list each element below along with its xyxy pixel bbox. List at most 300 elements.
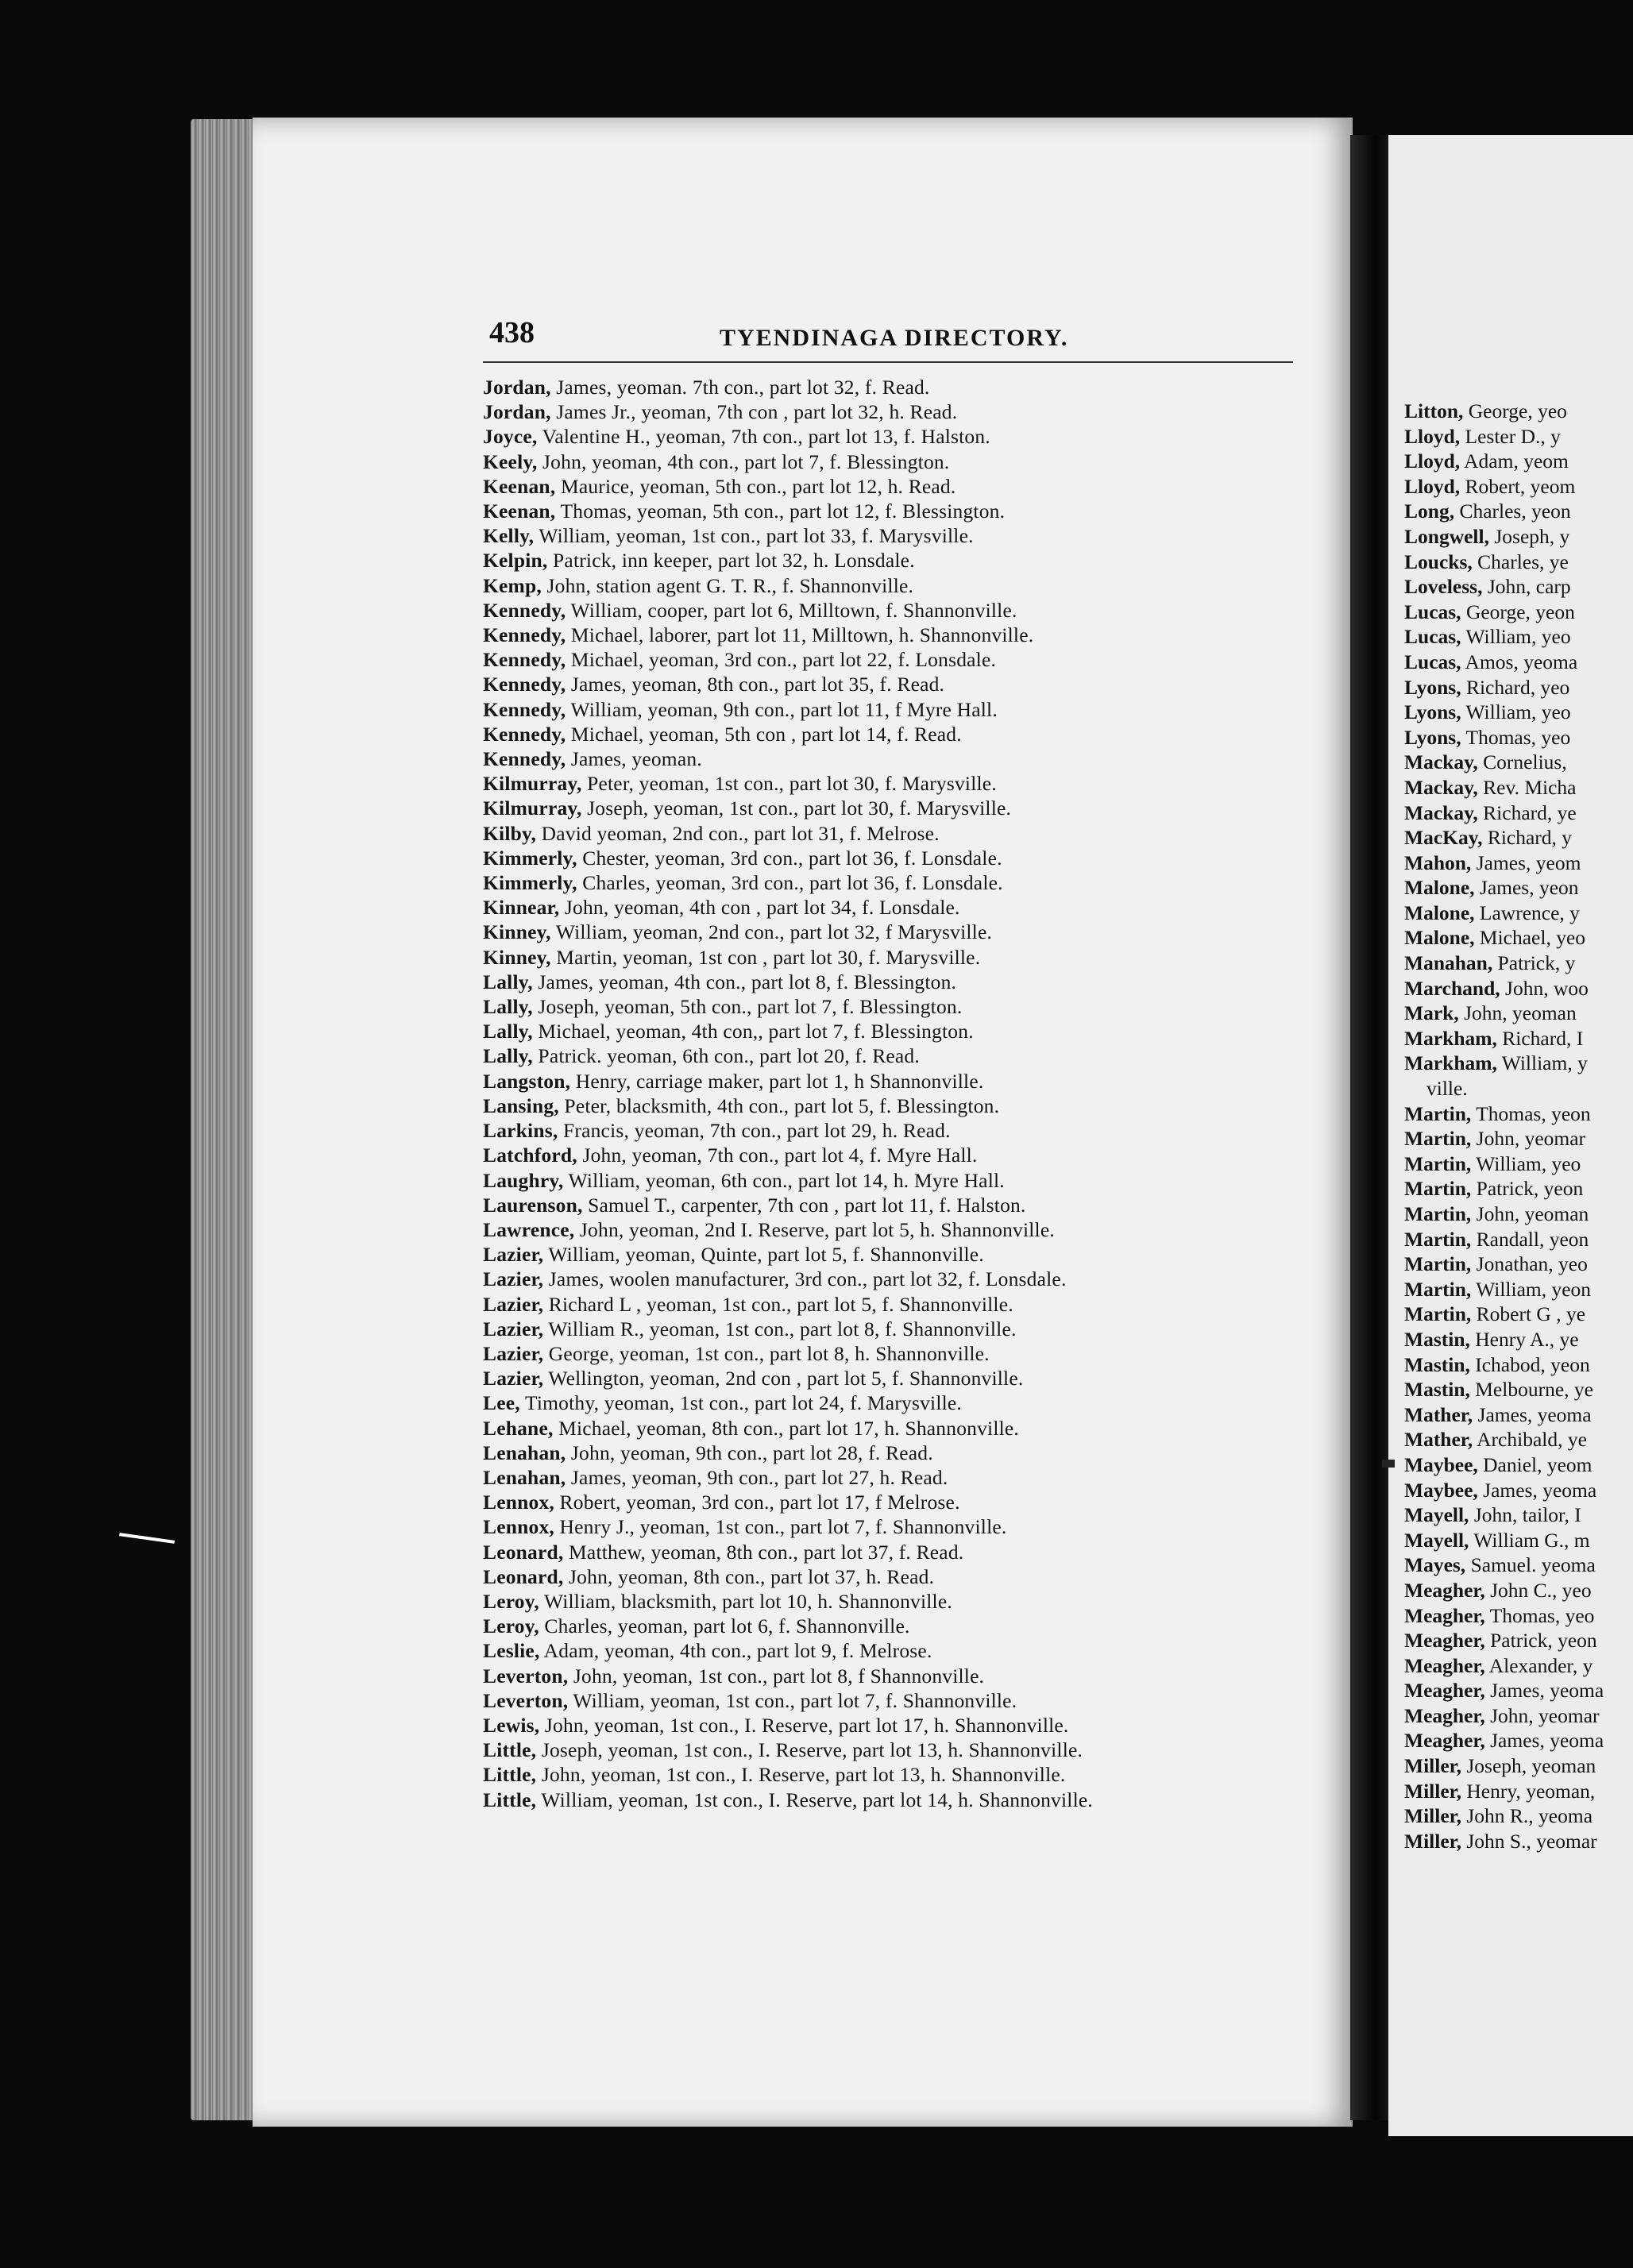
entry-surname: Lazier, (483, 1317, 544, 1340)
entry-details: Robert, yeoman, 3rd con., part lot 17, f Melrose. (554, 1491, 960, 1514)
directory-entry (1404, 1578, 1633, 1603)
directory-entry (1404, 1552, 1633, 1578)
entry-surname: Leroy, (483, 1614, 539, 1638)
entry-details: William G., m (1469, 1528, 1590, 1552)
directory-entry (1404, 1202, 1633, 1227)
entry-details: Henry, carriage maker, part lot 1, h Shannonville. (570, 1069, 984, 1093)
entry-surname: Maybee, (1404, 1452, 1478, 1476)
entry-surname: Leonard, (483, 1564, 564, 1588)
entry-details: William, yeoman, 1st con., I. Reserve, part lot 14, h. Shannonville. (536, 1788, 1093, 1811)
entry-surname: Kelpin, (483, 549, 548, 573)
entry-details: James, yeoman, 4th con., part lot 8, f. Blessington. (532, 970, 957, 993)
entry-surname: Malone, (1404, 876, 1475, 900)
entry-details: John, yeomar (1471, 1127, 1586, 1151)
entry-surname: Lawrence, (483, 1217, 575, 1241)
directory-entry (483, 821, 1293, 846)
entry-surname: Lee, (483, 1391, 520, 1415)
directory-entry (1404, 725, 1633, 750)
entry-details: Lawrence, y (1474, 901, 1580, 924)
entry-details: James, yeoman, 8th con., part lot 35, f. Read. (566, 673, 945, 696)
directory-entry (1404, 1277, 1633, 1302)
entry-details: Jonathan, yeo (1471, 1252, 1588, 1276)
entry-details: James, yeoman, 9th con., part lot 27, h. Read. (566, 1465, 948, 1489)
directory-entry (1404, 1252, 1633, 1277)
entry-details: Maurice, yeoman, 5th con., part lot 12, h. Read. (555, 474, 956, 498)
entry-surname: Jordan, (483, 400, 551, 424)
entry-details: Ichabod, yeon (1469, 1352, 1590, 1376)
entry-surname: Joyce, (483, 425, 538, 449)
entry-surname: Kilby, (483, 821, 537, 845)
entry-surname: Little, (483, 1763, 537, 1787)
directory-entry (1404, 775, 1633, 800)
entry-details: John, yeoman, 1st con., part lot 8, f Shannonville. (568, 1664, 985, 1688)
entry-surname: Lazier, (483, 1341, 544, 1365)
directory-entry (1404, 499, 1633, 524)
directory-entry (483, 1118, 1293, 1143)
directory-entry (483, 1019, 1293, 1043)
entry-surname: Mather, (1404, 1428, 1473, 1452)
entry-details: Joseph, y (1488, 524, 1570, 548)
directory-entry (1404, 951, 1633, 976)
entry-surname: Meagher, (1404, 1629, 1485, 1653)
entry-details: William, yeoman, 1st con., part lot 33, f. Marysville. (534, 524, 974, 548)
entry-details: Robert G , ye (1471, 1302, 1586, 1326)
entry-details: John R., yeoma (1461, 1804, 1593, 1828)
entry-details: James, yeoma (1477, 1478, 1597, 1502)
directory-entry (483, 1441, 1293, 1465)
entry-details: Martin, yeoman, 1st con , part lot 30, f. Marysville. (550, 945, 981, 969)
entry-details: James, yeoma (1484, 1679, 1604, 1703)
entry-details: Adam, yeoman, 4th con., part lot 9, f. Melrose. (539, 1639, 932, 1663)
entry-details: Michael, laborer, part lot 11, Milltown, h. Shannonville. (566, 623, 1034, 647)
directory-entry (1404, 1302, 1633, 1327)
directory-entry (483, 1094, 1293, 1118)
entry-surname: Kimmerly, (483, 846, 577, 870)
entry-details: Patrick, y (1492, 951, 1576, 975)
entry-surname: Mackay, (1404, 800, 1478, 824)
entry-surname: Lloyd, (1404, 474, 1461, 498)
entry-surname: Mayes, (1404, 1553, 1466, 1577)
book-page-edges (191, 119, 261, 2120)
directory-entry (483, 623, 1293, 647)
directory-entry (1404, 1402, 1633, 1428)
entry-details: Patrick. yeoman, 6th con., part lot 20, f. Read. (532, 1044, 920, 1068)
entry-surname: Little, (483, 1788, 537, 1811)
directory-entry (483, 1614, 1293, 1638)
directory-entries-left (483, 375, 1293, 1812)
entry-surname: Meagher, (1404, 1578, 1485, 1602)
entry-surname: Leverton, (483, 1664, 569, 1688)
entry-details: Richard, ye (1477, 800, 1577, 824)
directory-entry (483, 1664, 1293, 1688)
entry-surname: MacKay, (1404, 826, 1483, 850)
directory-entry (483, 1043, 1293, 1068)
entry-details: Richard, y (1482, 826, 1573, 850)
book-gutter (1350, 135, 1392, 2120)
directory-entry (483, 647, 1293, 672)
entry-surname: Meagher, (1404, 1703, 1485, 1727)
entry-details: John, yeoman, 7th con., part lot 4, f. Myre Hall. (577, 1144, 978, 1167)
entry-surname: Lyons, (1404, 725, 1461, 749)
entry-details: Melbourne, ye (1469, 1378, 1593, 1402)
entry-surname: Kennedy, (483, 623, 566, 647)
entry-surname: Martin, (1404, 1177, 1472, 1201)
entry-surname: Lansing, (483, 1094, 559, 1117)
entry-surname: Markham, (1404, 1051, 1497, 1075)
entry-details: John, yeoman (1458, 1001, 1577, 1025)
directory-entry (483, 1762, 1293, 1787)
directory-entry (483, 1390, 1293, 1415)
entry-details: Timothy, yeoman, 1st con., part lot 24, f. Marysville. (519, 1391, 962, 1415)
entry-details: George, yeon (1461, 600, 1575, 623)
entry-details: John, yeoman, 1st con., I. Reserve, part lot 17, h. Shannonville. (539, 1713, 1069, 1737)
entry-details: Patrick, yeon (1471, 1177, 1584, 1201)
entry-details: Charles, yeoman, 3rd con., part lot 36, f. Lonsdale. (577, 871, 1003, 895)
entry-surname: Kinney, (483, 945, 551, 969)
entry-details: Randall, yeon (1471, 1227, 1589, 1251)
entry-surname: Lazier, (483, 1267, 544, 1291)
page-title: TYENDINAGA DIRECTORY. (720, 325, 1069, 351)
directory-entry (483, 548, 1293, 573)
entry-details: William, blacksmith, part lot 10, h. Shannonville. (539, 1589, 952, 1613)
entry-details: James, yeoma (1484, 1729, 1604, 1753)
directory-entry (1404, 750, 1633, 775)
entry-details: John, woo (1500, 976, 1589, 1000)
directory-entry (1404, 424, 1633, 449)
entry-surname: Leverton, (483, 1688, 569, 1712)
entry-surname: Latchford, (483, 1144, 577, 1167)
directory-entry (1404, 1829, 1633, 1854)
directory-entry (1404, 1803, 1633, 1829)
entry-surname: Long, (1404, 499, 1455, 523)
entry-surname: Marchand, (1404, 976, 1500, 1000)
directory-entry (483, 1490, 1293, 1514)
entry-surname: Loucks, (1404, 550, 1473, 573)
directory-entry (483, 399, 1293, 424)
entry-surname: Lally, (483, 995, 533, 1019)
entry-details: William, yeoman, 2nd con., part lot 32, f Marysville. (550, 920, 993, 944)
entry-surname: Martin, (1404, 1277, 1472, 1301)
directory-entry (483, 796, 1293, 820)
directory-entry (483, 1465, 1293, 1490)
directory-entry (483, 598, 1293, 623)
directory-entry (1404, 1101, 1633, 1127)
entry-surname: Lally, (483, 1044, 533, 1068)
entry-details: John, carp (1482, 575, 1571, 599)
directory-entry (483, 672, 1293, 696)
entry-details: Patrick, yeon (1484, 1629, 1597, 1653)
entry-details: John, yeoman, 1st con., I. Reserve, part lot 13, h. Shannonville. (536, 1763, 1066, 1787)
entry-details: William, yeoman, 9th con., part lot 11, f Myre Hall. (566, 697, 998, 721)
directory-entry (1404, 1603, 1633, 1629)
entry-surname: Larkins, (483, 1119, 558, 1143)
directory-entry (1404, 700, 1633, 725)
entry-details: Archibald, ye (1473, 1428, 1587, 1452)
directory-entry (1404, 1126, 1633, 1151)
entry-surname: Lucas, (1404, 625, 1461, 649)
entry-surname: Mastin, (1404, 1352, 1470, 1376)
entry-details: George, yeoman, 1st con., part lot 8, h. Shannonville. (543, 1341, 990, 1365)
entry-surname: Keenan, (483, 499, 556, 523)
entry-surname: Mackay, (1404, 775, 1478, 799)
entry-surname: Meagher, (1404, 1679, 1485, 1703)
entry-surname: Kilmurray, (483, 796, 582, 820)
scan-mark (119, 1533, 175, 1544)
directory-entry (483, 1713, 1293, 1738)
entry-details: William, yeon (1471, 1277, 1592, 1301)
entry-surname: Meagher, (1404, 1653, 1485, 1677)
entry-details: Samuel T., carpenter, 7th con , part lot 11, f. Halston. (582, 1193, 1026, 1217)
entry-details: Michael, yeoman, 4th con,, part lot 7, f. Blessington. (532, 1020, 974, 1043)
entry-details: William, yeo (1461, 700, 1571, 724)
directory-entry (483, 1788, 1293, 1812)
directory-entry (1404, 1678, 1633, 1703)
entry-details: Alexander, y (1484, 1653, 1593, 1677)
entry-surname: Lyons, (1404, 700, 1461, 724)
entry-details: Peter, blacksmith, 4th con., part lot 5, f. Blessington. (558, 1094, 1000, 1117)
directory-entry (1404, 550, 1633, 575)
directory-entry (483, 870, 1293, 895)
directory-entry (1404, 600, 1633, 625)
entry-surname: Kennedy, (483, 673, 566, 696)
directory-entry (1404, 1653, 1633, 1679)
directory-entry (1404, 1478, 1633, 1503)
entry-surname: Malone, (1404, 926, 1475, 950)
directory-entry (483, 499, 1293, 523)
entry-surname: Leslie, (483, 1639, 540, 1663)
entry-surname: Malone, (1404, 901, 1475, 924)
entry-details: Richard, I (1496, 1026, 1584, 1050)
directory-entry (483, 573, 1293, 598)
directory-entry (483, 920, 1293, 944)
entry-details: Patrick, inn keeper, part lot 32, h. Lonsdale. (547, 549, 915, 573)
entry-surname: Lazier, (483, 1243, 544, 1267)
directory-entry (1404, 800, 1633, 826)
directory-entry (483, 424, 1293, 449)
entry-surname: Laurenson, (483, 1193, 583, 1217)
entry-surname: Lally, (483, 1020, 533, 1043)
entry-details: Lester D., y (1460, 424, 1561, 448)
entry-details: Michael, yeoman, 8th con., part lot 17, h. Shannonville. (553, 1416, 1020, 1440)
entry-details: William, yeo (1471, 1151, 1581, 1175)
entry-surname: Mark, (1404, 1001, 1459, 1025)
entry-surname: Loveless, (1404, 575, 1483, 599)
entry-details: Adam, yeom (1460, 449, 1569, 473)
directory-entry (1404, 925, 1633, 951)
entry-surname: Markham, (1404, 1026, 1497, 1050)
directory-entry (1404, 449, 1633, 474)
entry-surname: Keenan, (483, 474, 556, 498)
entry-details: John, yeoman (1471, 1202, 1589, 1225)
entry-surname: Langston, (483, 1069, 571, 1093)
directory-entry (483, 1514, 1293, 1539)
entry-surname: Keely, (483, 449, 538, 473)
entry-details: John, yeoman, 2nd I. Reserve, part lot 5, h. Shannonville. (574, 1217, 1055, 1241)
entry-details: William, yeoman, 1st con., part lot 7, f. Shannonville. (568, 1688, 1017, 1712)
entry-details: Charles, yeon (1454, 499, 1571, 523)
directory-entry (1404, 825, 1633, 850)
entry-details: Peter, yeoman, 1st con., part lot 30, f. Marysville. (581, 772, 997, 796)
entry-surname: Martin, (1404, 1302, 1472, 1326)
entry-details: Charles, yeoman, part lot 6, f. Shannonville. (539, 1614, 910, 1638)
entry-surname: Kinnear, (483, 896, 560, 920)
directory-entry (1404, 1026, 1633, 1051)
entry-surname: Martin, (1404, 1127, 1472, 1151)
directory-entry (483, 1193, 1293, 1217)
directory-entry (483, 1242, 1293, 1267)
entry-surname: Martin, (1404, 1101, 1472, 1125)
directory-entry (1404, 875, 1633, 901)
directory-entry (483, 1638, 1293, 1663)
directory-entry (483, 895, 1293, 920)
page-number: 438 (489, 316, 535, 349)
directory-entry (483, 1589, 1293, 1614)
directory-entry (483, 1688, 1293, 1713)
entry-details: Chester, yeoman, 3rd con., part lot 36, f. Lonsdale. (577, 846, 1002, 870)
directory-entry (1404, 624, 1633, 650)
entry-surname: Leonard, (483, 1540, 564, 1564)
entry-details: Michael, yeoman, 3rd con., part lot 22, f. Lonsdale. (566, 648, 997, 672)
entry-details: John, tailor, I (1469, 1503, 1581, 1527)
entry-details: James, yeoman. (566, 747, 702, 771)
entry-details: David yeoman, 2nd con., part lot 31, f. Melrose. (536, 821, 940, 845)
entry-surname: Maybee, (1404, 1478, 1478, 1502)
entry-surname: Kennedy, (483, 697, 566, 721)
entry-surname: Martin, (1404, 1252, 1472, 1276)
directory-entry (1404, 1151, 1633, 1177)
directory-entry (483, 945, 1293, 970)
directory-entry (1404, 976, 1633, 1001)
entry-details: Thomas, yeo (1461, 725, 1571, 749)
entry-surname: Mayell, (1404, 1528, 1469, 1552)
directory-entry (483, 1317, 1293, 1341)
directory-entry (483, 449, 1293, 474)
entry-details: James, yeon (1474, 876, 1579, 900)
entry-surname: Lloyd, (1404, 449, 1461, 473)
entry-surname: Jordan, (483, 376, 551, 399)
directory-entry (1404, 650, 1633, 675)
entry-details: John, yeomar (1484, 1703, 1600, 1727)
directory-entry (1404, 1728, 1633, 1753)
directory-entry (483, 1069, 1293, 1094)
directory-entry (483, 1564, 1293, 1589)
entry-surname: Lazier, (483, 1292, 544, 1316)
directory-entry (1404, 1703, 1633, 1729)
entry-details: Cornelius, (1477, 750, 1567, 774)
entry-details: Richard L , yeoman, 1st con., part lot 5, f. Shannonville. (543, 1292, 1013, 1316)
entry-surname: Kilmurray, (483, 772, 582, 796)
entry-details: Matthew, yeoman, 8th con., part lot 37, f. Read. (563, 1540, 964, 1564)
directory-entry (483, 1738, 1293, 1762)
entry-details: Michael, yeo (1474, 926, 1586, 950)
entry-surname: Mayell, (1404, 1503, 1469, 1527)
entry-surname: Lewis, (483, 1713, 540, 1737)
entry-surname: Kennedy, (483, 722, 566, 746)
directory-entry (1404, 675, 1633, 700)
directory-entry (1404, 1327, 1633, 1352)
entry-details: Henry, yeoman, (1461, 1779, 1596, 1803)
directory-entry (483, 1416, 1293, 1441)
entry-surname: Kennedy, (483, 648, 566, 672)
directory-entry (1404, 1502, 1633, 1528)
entry-surname: Lyons, (1404, 675, 1461, 699)
entry-details: John, yeoman, 4th con , part lot 34, f. Lonsdale. (559, 896, 960, 920)
entry-surname: Kinney, (483, 920, 551, 944)
entry-details: Henry A., ye (1469, 1327, 1579, 1351)
entry-details: James, woolen manufacturer, 3rd con., part lot 32, f. Lonsdale. (543, 1267, 1067, 1291)
entry-surname: Lloyd, (1404, 424, 1461, 448)
directory-entry (1404, 1753, 1633, 1779)
entry-details: Daniel, yeom (1477, 1452, 1592, 1476)
entry-surname: Mahon, (1404, 850, 1472, 874)
entry-details: Michael, yeoman, 5th con , part lot 14, f. Read. (566, 722, 962, 746)
entry-surname: Longwell, (1404, 524, 1489, 548)
entry-details: Robert, yeom (1460, 474, 1576, 498)
entry-details: John S., yeomar (1461, 1829, 1597, 1853)
directory-entry (483, 1168, 1293, 1193)
directory-entry (1404, 1176, 1633, 1202)
directory-entry (1404, 1377, 1633, 1402)
entry-surname: Kennedy, (483, 598, 566, 622)
entry-surname: Lenahan, (483, 1441, 566, 1464)
directory-entry (483, 970, 1293, 994)
entry-surname: Lazier, (483, 1367, 544, 1390)
entry-surname: Miller, (1404, 1804, 1461, 1828)
entry-surname: Manahan, (1404, 951, 1493, 975)
entry-details: John, yeoman, 4th con., part lot 7, f. Blessington. (537, 449, 950, 473)
entry-details: John, station agent G. T. R., f. Shannonville. (541, 573, 914, 597)
entry-surname: Mather, (1404, 1402, 1473, 1426)
directory-entry (483, 846, 1293, 870)
entry-surname: Litton, (1404, 399, 1464, 422)
entry-surname: Lally, (483, 970, 533, 993)
directory-entry (483, 746, 1293, 771)
entry-details: William, yeo (1461, 625, 1571, 649)
entry-surname: Martin, (1404, 1227, 1472, 1251)
directory-entry (1404, 901, 1633, 926)
directory-entry (1404, 1001, 1633, 1026)
directory-entries-right (1404, 399, 1633, 1853)
directory-entry (483, 1540, 1293, 1564)
directory-entry (483, 771, 1293, 796)
entry-surname: Miller, (1404, 1754, 1461, 1778)
directory-entry (1404, 1628, 1633, 1653)
directory-entry (483, 523, 1293, 548)
entry-details: William, y (1496, 1051, 1588, 1075)
directory-entry (483, 1292, 1293, 1317)
entry-details: Joseph, yeoman, 5th con., part lot 7, f. Blessington. (532, 995, 963, 1019)
entry-details: Joseph, yeoman (1461, 1754, 1596, 1778)
entry-surname: Little, (483, 1738, 537, 1762)
directory-entry (1404, 474, 1633, 499)
directory-entry (1404, 1528, 1633, 1553)
entry-surname: Kelly, (483, 524, 535, 548)
directory-entry (483, 1143, 1293, 1167)
entry-surname: Lennox, (483, 1515, 554, 1539)
entry-details: Amos, yeoma (1461, 650, 1578, 673)
entry-details: James, yeom (1471, 850, 1581, 874)
left-page-content (483, 314, 1293, 1812)
directory-entry (1404, 1076, 1633, 1101)
entry-surname: Meagher, (1404, 1729, 1485, 1753)
directory-entry (1404, 1427, 1633, 1452)
entry-surname: Lehane, (483, 1416, 554, 1440)
entry-surname: Mastin, (1404, 1378, 1470, 1402)
entry-details: William R., yeoman, 1st con., part lot 8, f. Shannonville. (543, 1317, 1017, 1340)
entry-surname: Kennedy, (483, 747, 566, 771)
entry-details: Joseph, yeoman, 1st con., part lot 30, f. Marysville. (581, 796, 1012, 820)
directory-entry (483, 697, 1293, 722)
